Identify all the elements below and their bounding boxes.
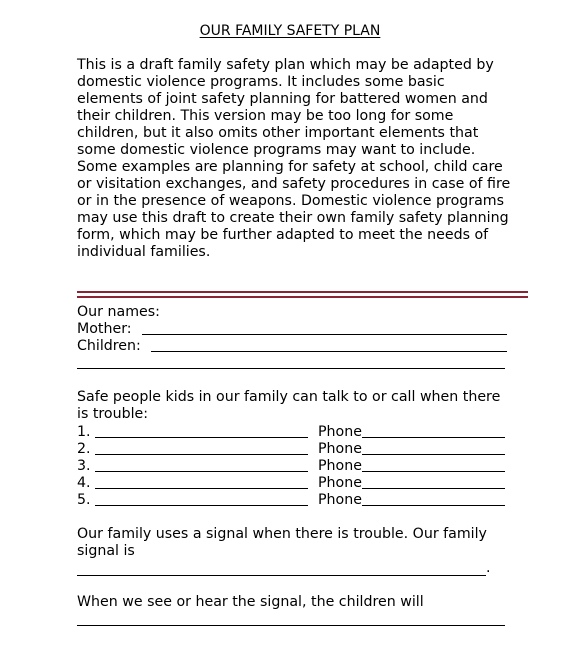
- safe-person-phone-field[interactable]: [362, 471, 505, 472]
- safe-people-prompt-cont: is trouble:: [77, 406, 149, 422]
- safe-person-number: 2.: [77, 441, 91, 457]
- children-will-blank-field[interactable]: [77, 625, 505, 626]
- intro-line: elements of joint safety planning for battered women and: [77, 91, 488, 107]
- intro-line: form, which may be further adapted to meet the needs of: [77, 227, 489, 243]
- mother-blank-field[interactable]: [142, 334, 507, 335]
- phone-label: Phone: [318, 441, 362, 457]
- signal-end-period: .: [486, 560, 491, 576]
- children-blank-field[interactable]: [151, 351, 507, 352]
- intro-line: their children. This version may be too long for some: [77, 108, 454, 124]
- safe-person-phone-field[interactable]: [362, 454, 505, 455]
- intro-line: domestic violence programs. It includes some basic: [77, 74, 445, 90]
- intro-paragraph: [77, 57, 527, 261]
- safe-person-name-field[interactable]: [95, 505, 308, 506]
- intro-line: Some examples are planning for safety at school, child care: [77, 159, 503, 175]
- children-label: Children:: [77, 338, 141, 354]
- names-heading: Our names:: [77, 304, 160, 320]
- safe-person-number: 5.: [77, 492, 91, 508]
- signal-prompt: Our family uses a signal when there is trouble. Our family: [77, 526, 487, 542]
- phone-label: Phone: [318, 475, 362, 491]
- signal-blank-field[interactable]: [77, 575, 486, 576]
- mother-label: Mother:: [77, 321, 132, 337]
- intro-line: or visitation exchanges, and safety procedures in case of fire: [77, 176, 511, 192]
- safe-people-prompt: Safe people kids in our family can talk to or call when there: [77, 389, 501, 405]
- safe-person-name-field[interactable]: [95, 488, 308, 489]
- safe-person-phone-field[interactable]: [362, 505, 505, 506]
- intro-line: some domestic violence programs may want to include.: [77, 142, 476, 158]
- intro-line: children, but it also omits other important elements that: [77, 125, 479, 141]
- intro-line: This is a draft family safety plan which may be adapted by: [77, 57, 494, 73]
- intro-line: individual families.: [77, 244, 211, 260]
- safe-person-name-field[interactable]: [95, 471, 308, 472]
- phone-label: Phone: [318, 424, 362, 440]
- intro-line: may use this draft to create their own family safety planning: [77, 210, 509, 226]
- safe-person-name-field[interactable]: [95, 454, 308, 455]
- children-blank-field-2[interactable]: [77, 368, 505, 369]
- page-title: OUR FAMILY SAFETY PLAN: [199, 23, 381, 39]
- safe-person-number: 4.: [77, 475, 91, 491]
- safe-person-phone-field[interactable]: [362, 488, 505, 489]
- safe-person-phone-field[interactable]: [362, 437, 505, 438]
- safe-person-number: 3.: [77, 458, 91, 474]
- phone-label: Phone: [318, 492, 362, 508]
- children-will-prompt: When we see or hear the signal, the children will: [77, 594, 424, 610]
- divider-rule-top: [77, 291, 528, 293]
- signal-prompt-cont: signal is: [77, 543, 135, 559]
- divider-rule-bottom: [77, 296, 528, 298]
- safe-person-name-field[interactable]: [95, 437, 308, 438]
- intro-line: or in the presence of weapons. Domestic violence programs: [77, 193, 504, 209]
- safe-person-number: 1.: [77, 424, 91, 440]
- phone-label: Phone: [318, 458, 362, 474]
